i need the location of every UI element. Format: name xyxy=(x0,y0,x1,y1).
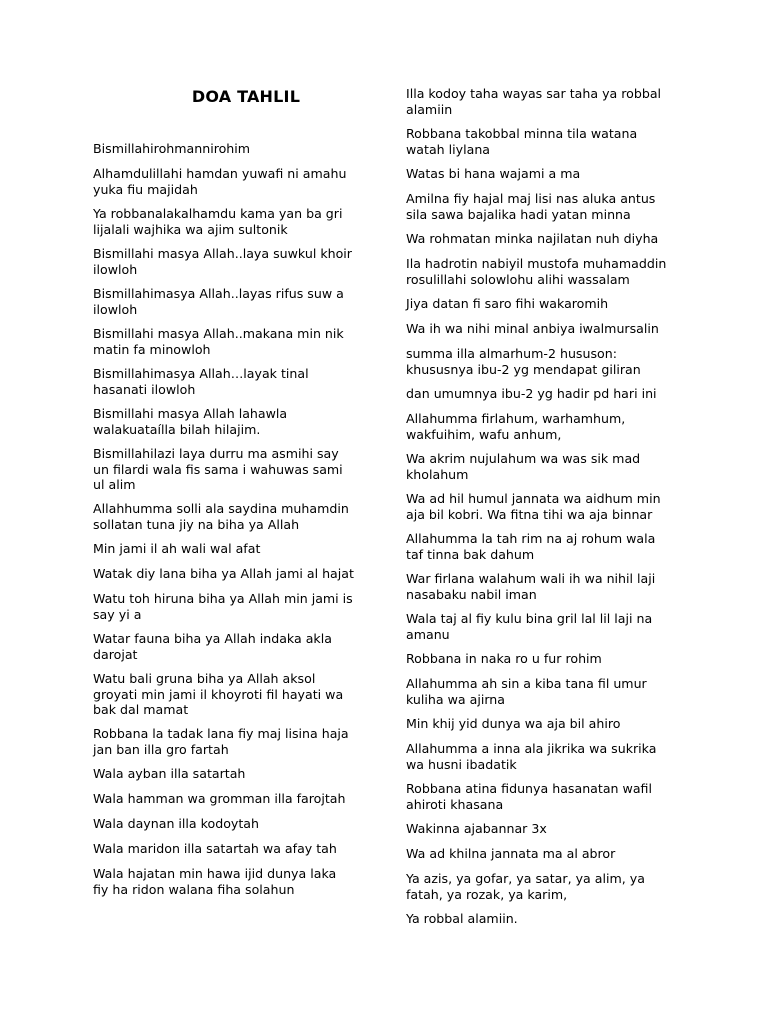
left-paragraph: Bismillahimasya Allah..layas rifus suw a ilowloh xyxy=(93,286,344,317)
left-paragraph: Watu toh hiruna biha ya Allah min jami is say yi a xyxy=(93,591,353,622)
right-paragraph: Amilna fiy hajal maj lisi nas aluka antus sila sawa bajalika hadi yatan minna xyxy=(406,191,656,222)
left-paragraph: Ya robbanalakalhamdu kama yan ba gri lijalali wajhika wa ajim sultonik xyxy=(93,206,343,237)
right-paragraph: Wa ad hil humul jannata wa aidhum min aja bil kobri. Wa fitna tihi wa aja binnar xyxy=(406,491,661,522)
right-paragraph: Robbana takobbal minna tila watana watah liylana xyxy=(406,126,638,157)
left-paragraph: Allahhumma solli ala saydina muhamdin sollatan tuna jiy na biha ya Allah xyxy=(93,501,349,532)
right-paragraph: Robbana in naka ro u fur rohim xyxy=(406,651,602,666)
right-paragraph: Allahumma firlahum, warhamhum, wakfuihim, wafu anhum, xyxy=(406,411,626,442)
right-paragraph: Ila hadrotin nabiyil mustofa muhamaddin rosulillahi solowlohu alihi wassalam xyxy=(406,256,667,287)
left-paragraph: Bismillahimasya Allah…layak tinal hasanati ilowloh xyxy=(93,366,309,397)
left-paragraph: Alhamdulillahi hamdan yuwafi ni amahu yuka fiu majidah xyxy=(93,166,347,197)
right-paragraph: Ya robbal alamiin. xyxy=(406,911,518,926)
right-paragraph: Wakinna ajabannar 3x xyxy=(406,821,547,836)
left-paragraph: Watak diy lana biha ya Allah jami al hajat xyxy=(93,566,354,581)
left-paragraph: Wala hajatan min hawa ijid dunya laka fiy ha ridon walana fiha solahun xyxy=(93,866,337,897)
left-paragraph: Wala ayban illa satartah xyxy=(93,766,246,781)
right-paragraph: Wa akrim nujulahum wa was sik mad kholahum xyxy=(406,451,641,482)
right-paragraph: Min khij yid dunya wa aja bil ahiro xyxy=(406,716,621,731)
right-paragraph: Wala taj al fiy kulu bina gril lal lil laji na amanu xyxy=(406,611,653,642)
left-paragraph: Watar fauna biha ya Allah indaka akla darojat xyxy=(93,631,332,662)
left-paragraph: Wala hamman wa gromman illa farojtah xyxy=(93,791,346,806)
left-paragraph: Bismillahirohmannirohim xyxy=(93,141,251,156)
right-paragraph: dan umumnya ibu-2 yg hadir pd hari ini xyxy=(406,386,657,401)
right-paragraph: Allahumma la tah rim na aj rohum wala taf tinna bak dahum xyxy=(406,531,656,562)
left-paragraph: Wala daynan illa kodoytah xyxy=(93,816,259,831)
right-paragraph: War firlana walahum wali ih wa nihil laji nasabaku nabil iman xyxy=(406,571,656,602)
right-paragraph: Wa ad khilna jannata ma al abror xyxy=(406,846,616,861)
left-paragraph: Min jami il ah wali wal afat xyxy=(93,541,261,556)
left-paragraph: Bismillahi masya Allah lahawla walakuataílla bilah hilajim. xyxy=(93,406,288,437)
right-paragraph: Allahumma ah sin a kiba tana fil umur kuliha wa ajirna xyxy=(406,676,647,707)
right-paragraph: Ya azis, ya gofar, ya satar, ya alim, ya fatah, ya rozak, ya karim, xyxy=(406,871,645,902)
right-paragraph: summa illa almarhum-2 hususon: khususnya ibu-2 yg mendapat giliran xyxy=(406,346,641,377)
left-paragraph: Bismillahi masya Allah..makana min nik matin fa minowloh xyxy=(93,326,344,357)
right-paragraph: Allahumma a inna ala jikrika wa sukrika wa husni ibadatik xyxy=(406,741,657,772)
left-paragraph: Robbana la tadak lana fiy maj lisina haja jan ban illa gro fartah xyxy=(93,726,349,757)
left-paragraph: Bismillahi masya Allah..laya suwkul khoir ilowloh xyxy=(93,246,352,277)
right-paragraph: Watas bi hana wajami a ma xyxy=(406,166,581,181)
right-paragraph: Illa kodoy taha wayas sar taha ya robbal alamiin xyxy=(406,86,662,117)
right-paragraph: Wa rohmatan minka najilatan nuh diyha xyxy=(406,231,659,246)
right-paragraph: Robbana atina fidunya hasanatan wafil ahiroti khasana xyxy=(406,781,652,812)
right-paragraph: Jiya datan fi saro fihi wakaromih xyxy=(406,296,609,311)
left-paragraph: Wala maridon illa satartah wa afay tah xyxy=(93,841,337,856)
left-paragraph: Watu bali gruna biha ya Allah aksol groyati min jami il khoyroti fil hayati wa bak dal mamat xyxy=(93,671,344,717)
right-paragraph: Wa ih wa nihi minal anbiya iwalmursalin xyxy=(406,321,659,336)
document-title: DOA TAHLIL xyxy=(191,87,301,106)
left-paragraph: Bismillahilazi laya durru ma asmihi say un filardi wala fis sama i wahuwas sami ul alim xyxy=(93,446,343,492)
